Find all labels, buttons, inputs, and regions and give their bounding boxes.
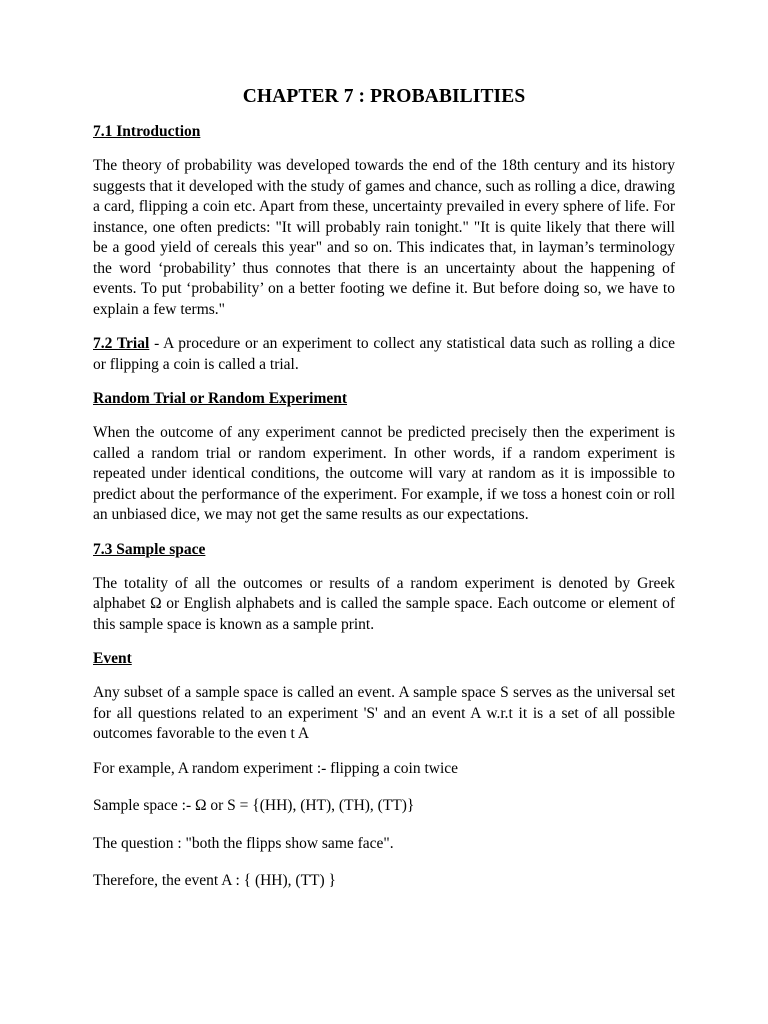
section-heading-introduction: 7.1 Introduction (93, 123, 201, 140)
event-paragraph: Any subset of a sample space is called an event. A sample space S serves as the universal set for all questions related to an experiment 'S' and an event A w.r.t it is a set of all possible outcomes favorable to the even t A (93, 684, 675, 742)
trial-definition: - A procedure or an experiment to collect any statistical data such as rolling a dice or flipping a coin is called a trial. (93, 335, 675, 373)
question-line: The question : "both the flipps show same face". (93, 834, 394, 852)
random-trial-paragraph: When the outcome of any experiment cannot be predicted precisely then the experiment is called a random trial or random experiment. In other words, if a random experiment is repeated under identical conditions, the outcome will vary at random as it is impossible to predict about the performance of the experiment. For example, if we toss a honest coin or roll an unbiased dice, we may not get the same results as our expectations. (93, 424, 675, 523)
example-line: For example, A random experiment :- flipping a coin twice (93, 759, 459, 777)
introduction-paragraph: The theory of probability was developed towards the end of the 18th century and its history suggests that it developed with the study of games and chance, such as rolling a dice, drawing a card, flipping a coin etc. Apart from these, uncertainty prevailed in every sphere of life. For instance, one often predicts: "It will probably rain tonight." "It is quite likely that there will be a good yield of cereals this year" and so on. This indicates that, in layman’s terminology the word ‘probability’ thus connotes that there is an uncertainty about the happening of events. To put ‘probability’ on a better footing we define it. But before doing so, we have to explain a few terms." (93, 157, 675, 318)
section-heading-event: Event (93, 650, 132, 667)
sample-space-paragraph: The totality of all the outcomes or results of a random experiment is denoted by Greek alphabet Ω or English alphabets and is called the sample space. Each outcome or element of this sample space is known as a sample print. (93, 574, 675, 633)
section-heading-random-trial: Random Trial or Random Experiment (93, 390, 348, 407)
trial-paragraph (93, 334, 675, 375)
section-heading-trial: 7.2 Trial (93, 335, 150, 352)
section-heading-sample-space: 7.3 Sample space (93, 540, 206, 558)
event-line: Therefore, the event A : { (HH), (TT) } (93, 872, 336, 889)
chapter-title: CHAPTER 7 : PROBABILITIES (242, 86, 526, 107)
document-content (93, 86, 675, 909)
sample-space-line: Sample space :- Ω or S = {(HH), (HT), (TH), (TT)} (93, 797, 415, 814)
